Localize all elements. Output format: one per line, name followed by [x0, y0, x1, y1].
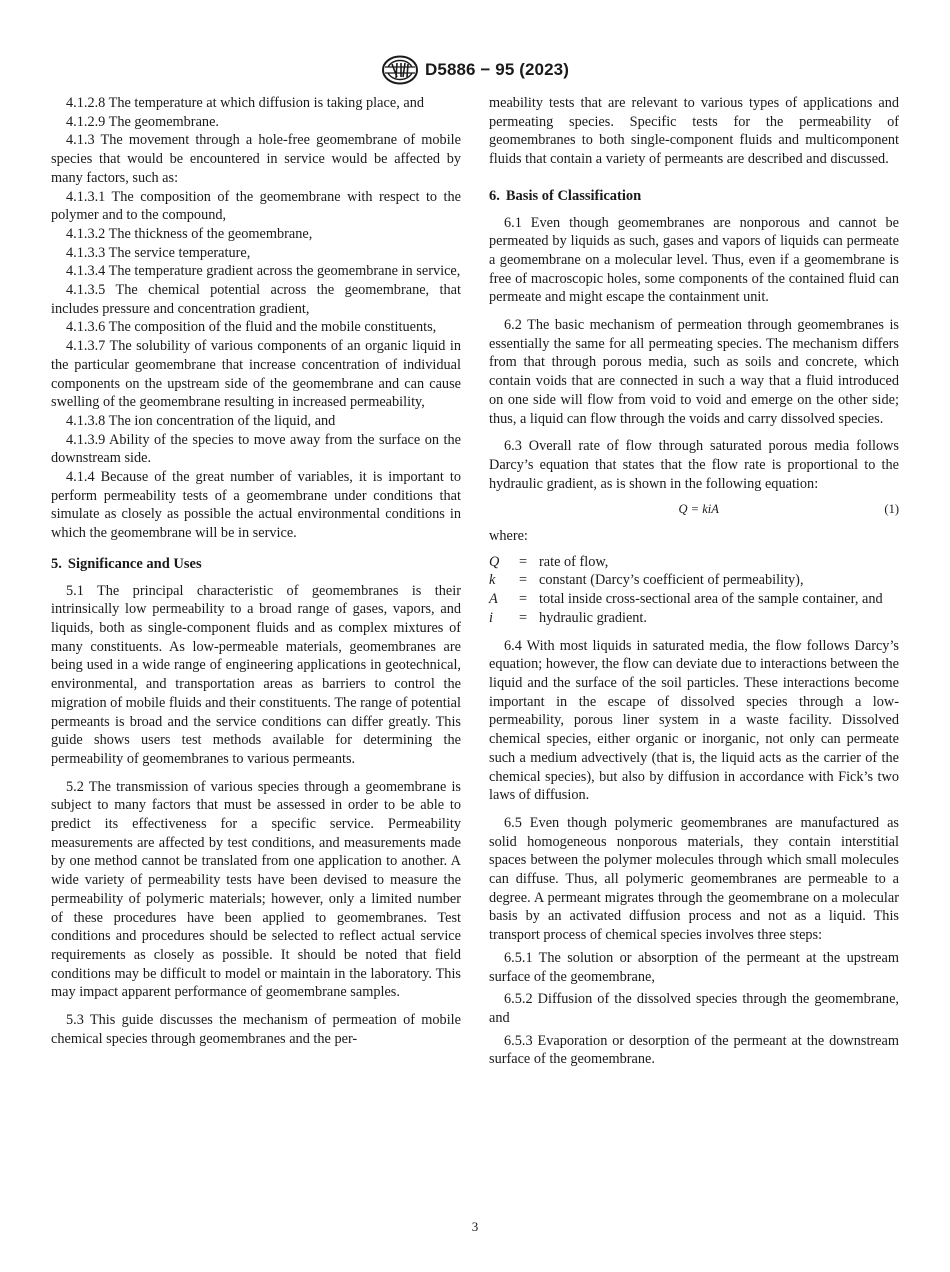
clause-4-1-3-5: 4.1.3.5 The chemical potential across the geomembrane, that includes pressure and concentration gradient,: [51, 282, 461, 317]
clause-6-1: 6.1 Even though geomembranes are nonporous and cannot be permeated by liquids as such, gases and vapors of liquids can permeate a geomembrane on a molecular level. Thus, even if a geomembrane is free of macroscopic holes, some components of the contained fluid can permeate and might escape the containment unit.: [489, 214, 899, 306]
equation-expression: Q = kiA: [678, 502, 719, 517]
darcy-equation: [489, 500, 899, 519]
clause-6-5-2: 6.5.2 Diffusion of the dissolved species through the geomembrane, and: [489, 991, 899, 1026]
clause-6-5-1: 6.5.1 The solution or absorption of the permeant at the upstream surface of the geomembrane,: [489, 949, 899, 985]
section-6-heading: 6. Basis of Classification: [489, 187, 642, 204]
page-header: [0, 54, 950, 86]
astm-logo-icon: [381, 55, 419, 85]
clause-4-1-3-9: 4.1.3.9 Ability of the species to move away from the surface on the downstream side.: [51, 431, 461, 467]
standard-designation: D5886 − 95 (2023): [425, 60, 569, 79]
definition-row: A = total inside cross-sectional area of the sample container, and: [489, 591, 883, 608]
clause-6-5-3: 6.5.3 Evaporation or desorption of the permeant at the downstream surface of the geomembrane.: [489, 1032, 899, 1068]
clause-4-1-3-7: 4.1.3.7 The solubility of various components of an organic liquid in the particular geomembrane that increase concentration of individual components on the upstream side of the geomembrane and can cause swelling of the geomembrane resulting in increased permeability,: [51, 338, 461, 411]
page-number: 3: [471, 1219, 479, 1234]
right-column: [489, 94, 899, 1069]
clause-4-1-2-8: 4.1.2.8 The temperature at which diffusion is taking place, and: [66, 95, 424, 111]
clause-4-1-4: 4.1.4 Because of the great number of variables, it is important to perform permeability tests of a geomembrane under conditions that simulate as closely as possible the actual environmental conditions in which the geomembrane will be in service.: [51, 469, 461, 542]
clause-4-1-2-9: 4.1.2.9 The geomembrane.: [66, 113, 219, 130]
clause-4-1-3: 4.1.3 The movement through a hole-free geomembrane of mobile species that would be encountered in service would be affected by many factors, such as:: [51, 132, 461, 186]
clause-4-1-3-8: 4.1.3.8 The ion concentration of the liquid, and: [66, 412, 336, 429]
clause-4-1-3-4: 4.1.3.4 The temperature gradient across the geomembrane in service,: [66, 263, 461, 280]
clause-4-1-3-2: 4.1.3.2 The thickness of the geomembrane,: [66, 225, 313, 242]
clause-6-3: 6.3 Overall rate of flow through saturated porous media follows Darcy’s equation that states that the flow rate is proportional to the hydraulic gradient, as is shown in the following equation:: [489, 438, 899, 492]
where-label: where:: [489, 528, 528, 545]
clause-6-4: 6.4 With most liquids in saturated media, the flow follows Darcy’s equation; however, the flow can deviate due to interactions between the liquid and the surface of the soil particles. These interactions become important in the escape of dissolved species through a low-permeability, porous liner system in a waste facility. Dissolved chemical species, either organic or inorganic, not only can permeate such a medium advectively (that is, the liquid acts as the carrier of the chemical species), but also by diffusion in accordance with Fick’s two laws of diffusion.: [489, 637, 899, 804]
clause-5-2: 5.2 The transmission of various species through a geomembrane is subject to many factors that must be assessed in order to be able to predict its effectiveness for a specific service. Permeability measurements are affected by test conditions, and measurements made by one method cannot be translated from one application to another. A wide variety of permeability tests have been devised to measure the permeability of polymeric materials; however, only a limited number of these procedures have been applied to geomembranes. Test conditions and procedures should be selected to reflect actual service requirements as closely as possible. It should be noted that field conditions may be difficult to model or maintain in the laboratory. This may impact apparent performance of geomembrane samples.: [51, 778, 461, 1001]
clause-4-1-3-6: 4.1.3.6 The composition of the fluid and the mobile constituents,: [66, 319, 437, 336]
clause-6-5: 6.5 Even though polymeric geomembranes are manufactured as solid homogeneous nonporous materials, they contain interstitial spaces between the polymer molecules through which small molecules can diffuse. Thus, all polymeric geomembranes are permeable to a degree. A permeant migrates through the geomembrane on a molecular basis by an activated diffusion process and not as a liquid. This transport process of chemical species involves three steps:: [489, 814, 899, 944]
clause-5-3: 5.3 This guide discusses the mechanism of permeation of mobile chemical species through geomembranes and the per-: [51, 1012, 461, 1047]
clause-4-1-3-1: 4.1.3.1 The composition of the geomembrane with respect to the polymer and to the compound,: [51, 188, 461, 224]
clause-4-1-3-3: 4.1.3.3 The service temperature,: [66, 244, 251, 261]
variable-definitions: [489, 553, 899, 628]
definition-row: Q = rate of flow,: [489, 553, 609, 570]
clause-6-2: 6.2 The basic mechanism of permeation through geomembranes is essentially the same for all permeating species. The mechanism differs from that through porous media, such as soils and concrete, which contain voids that are connected in such a way that a fluid introduced on one side will flow from void to void and emerge on the other side; thus, a liquid can flow through the voids and carry dissolved species.: [489, 317, 899, 427]
definition-row: i = hydraulic gradient.: [489, 609, 647, 626]
left-column: [51, 94, 461, 1048]
equation-number: (1): [884, 502, 899, 517]
clause-5-3-continued: meability tests that are relevant to various types of applications and permeating species. Specific tests for the permeability of geomembranes to both single-component fluids and multicomponent fluids that contain a variety of permeants are described and discussed.: [489, 95, 899, 168]
clause-5-1: 5.1 The principal characteristic of geomembranes is their intrinsically low permeability to a broad range of gases, vapors, and liquids, both as single-component fluids and as complex mixtures of many constituents. As low-permeable materials, geomembranes are being used in a wide range of engineering applications in geotechnical, environmental, and transportation areas as barriers to control the migration of mobile fluids and their constituents. The range of potential permeants is broad and the service conditions can differ greatly. This guide shows users test methods available for determining the permeability of geomembranes to various permeants.: [51, 582, 461, 767]
definition-row: k = constant (Darcy’s coefficient of permeability),: [489, 572, 804, 589]
section-5-heading: 5. Significance and Uses: [51, 555, 202, 572]
